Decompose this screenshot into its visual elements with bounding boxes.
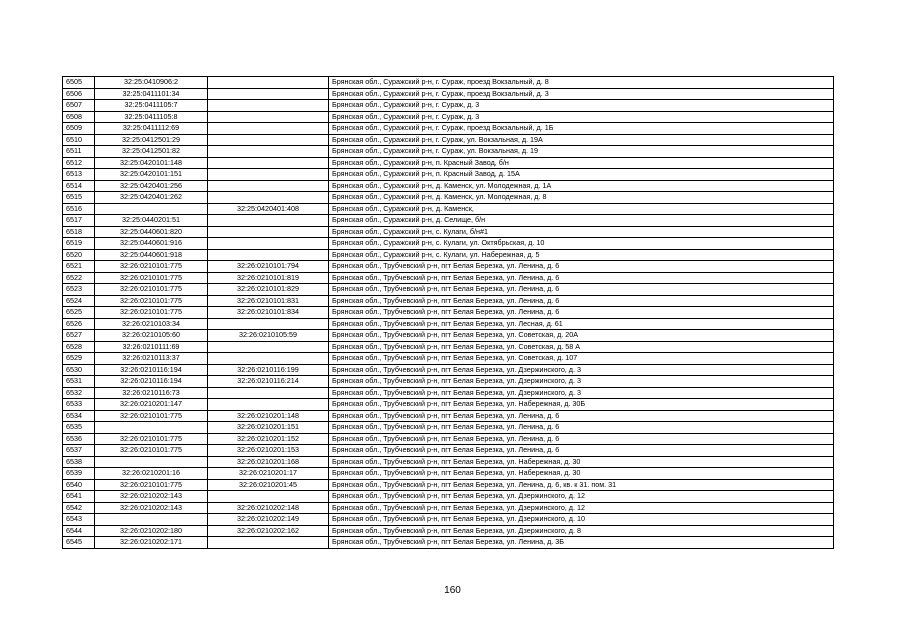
address-cell: Брянская обл., Трубчевский р-н, пгт Белая Березка, ул. Набережная, д. 30	[329, 468, 834, 480]
address-cell: Брянская обл., Трубчевский р-н, пгт Белая Березка, ул. Ленина, д. 6	[329, 433, 834, 445]
table-row	[63, 215, 834, 227]
cadastral-number-cell: 32:26:0210201:16	[95, 468, 208, 480]
cadastral-number-cell: 32:26:0210116:73	[95, 387, 208, 399]
table-row	[63, 272, 834, 284]
sub-cadastral-number-cell	[208, 238, 329, 250]
table-row	[63, 134, 834, 146]
row-number-cell: 6539	[63, 468, 95, 480]
cadastral-number-cell	[95, 203, 208, 215]
row-number-cell: 6527	[63, 330, 95, 342]
sub-cadastral-number-cell: 32:26:0210202:162	[208, 525, 329, 537]
row-number-cell: 6513	[63, 169, 95, 181]
address-cell: Брянская обл., Суражский р-н, г. Сураж, д. 3	[329, 100, 834, 112]
row-number-cell: 6524	[63, 295, 95, 307]
sub-cadastral-number-cell	[208, 123, 329, 135]
sub-cadastral-number-cell	[208, 88, 329, 100]
table-row	[63, 146, 834, 158]
table-row	[63, 364, 834, 376]
sub-cadastral-number-cell: 32:26:0210201:17	[208, 468, 329, 480]
sub-cadastral-number-cell: 32:26:0210116:214	[208, 376, 329, 388]
address-cell: Брянская обл., Трубчевский р-н, пгт Белая Березка, ул. Ленина, д. 6	[329, 307, 834, 319]
table-row	[63, 249, 834, 261]
address-cell: Брянская обл., Трубчевский р-н, пгт Белая Березка, ул. Дзержинского, д. 12	[329, 502, 834, 514]
table-row	[63, 169, 834, 181]
cadastral-number-cell: 32:25:0440201:51	[95, 215, 208, 227]
row-number-cell: 6529	[63, 353, 95, 365]
row-number-cell: 6519	[63, 238, 95, 250]
sub-cadastral-number-cell	[208, 146, 329, 158]
cadastral-number-cell: 32:25:0420401:256	[95, 180, 208, 192]
sub-cadastral-number-cell	[208, 399, 329, 411]
cadastral-number-cell: 32:25:0412501:82	[95, 146, 208, 158]
table-row	[63, 284, 834, 296]
cadastral-number-cell: 32:25:0410906:2	[95, 77, 208, 89]
cadastral-number-cell: 32:25:0420401:262	[95, 192, 208, 204]
address-cell: Брянская обл., Трубчевский р-н, пгт Белая Березка, ул. Ленина, д. 6	[329, 445, 834, 457]
cadastral-number-cell: 32:26:0210202:143	[95, 502, 208, 514]
address-cell: Брянская обл., Трубчевский р-н, пгт Белая Березка, ул. Советская, д. 20А	[329, 330, 834, 342]
address-cell: Брянская обл., Суражский р-н, д. Каменск, ул. Молодежная, д. 8	[329, 192, 834, 204]
row-number-cell: 6523	[63, 284, 95, 296]
address-cell: Брянская обл., Суражский р-н, д. Каменск, ул. Молодежная, д. 1А	[329, 180, 834, 192]
row-number-cell: 6540	[63, 479, 95, 491]
sub-cadastral-number-cell	[208, 537, 329, 549]
sub-cadastral-number-cell	[208, 157, 329, 169]
table-row	[63, 295, 834, 307]
address-cell: Брянская обл., Трубчевский р-н, пгт Белая Березка, ул. Ленина, д. 6	[329, 410, 834, 422]
table-row	[63, 157, 834, 169]
cadastral-number-cell: 32:26:0210116:194	[95, 376, 208, 388]
sub-cadastral-number-cell	[208, 134, 329, 146]
row-number-cell: 6522	[63, 272, 95, 284]
sub-cadastral-number-cell	[208, 387, 329, 399]
cadastral-number-cell: 32:26:0210101:775	[95, 295, 208, 307]
address-cell: Брянская обл., Трубчевский р-н, пгт Белая Березка, ул. Ленина, д. 6, кв. к 31. пом. 31	[329, 479, 834, 491]
table-row	[63, 111, 834, 123]
cadastral-number-cell: 32:26:0210101:775	[95, 284, 208, 296]
cadastral-number-cell: 32:26:0210105:60	[95, 330, 208, 342]
table-row	[63, 307, 834, 319]
sub-cadastral-number-cell: 32:26:0210201:152	[208, 433, 329, 445]
address-cell: Брянская обл., Суражский р-н, с. Кулаги, ул. Набережная, д. 5	[329, 249, 834, 261]
cadastral-number-cell: 32:25:0411112:69	[95, 123, 208, 135]
address-cell: Брянская обл., Трубчевский р-н, пгт Белая Березка, ул. Дзержинского, д. 3	[329, 387, 834, 399]
sub-cadastral-number-cell: 32:26:0210105:59	[208, 330, 329, 342]
row-number-cell: 6517	[63, 215, 95, 227]
address-cell: Брянская обл., Трубчевский р-н, пгт Белая Березка, ул. Дзержинского, д. 10	[329, 514, 834, 526]
table-row	[63, 100, 834, 112]
sub-cadastral-number-cell	[208, 215, 329, 227]
row-number-cell: 6541	[63, 491, 95, 503]
row-number-cell: 6530	[63, 364, 95, 376]
registry-table-body	[63, 77, 834, 549]
sub-cadastral-number-cell: 32:26:0210116:199	[208, 364, 329, 376]
cadastral-number-cell: 32:25:0411105:7	[95, 100, 208, 112]
cadastral-number-cell: 32:26:0210111:69	[95, 341, 208, 353]
table-row	[63, 445, 834, 457]
address-cell: Брянская обл., Суражский р-н, г. Сураж, ул. Вокзальная, д. 19А	[329, 134, 834, 146]
row-number-cell: 6542	[63, 502, 95, 514]
cadastral-number-cell: 32:26:0210202:180	[95, 525, 208, 537]
row-number-cell: 6521	[63, 261, 95, 273]
table-row	[63, 433, 834, 445]
table-row	[63, 502, 834, 514]
sub-cadastral-number-cell	[208, 169, 329, 181]
sub-cadastral-number-cell	[208, 353, 329, 365]
table-row	[63, 180, 834, 192]
address-cell: Брянская обл., Трубчевский р-н, пгт Белая Березка, ул. Дзержинского, д. 12	[329, 491, 834, 503]
table-row	[63, 330, 834, 342]
sub-cadastral-number-cell	[208, 111, 329, 123]
address-cell: Брянская обл., Суражский р-н, п. Красный Завод, д. 15А	[329, 169, 834, 181]
cadastral-number-cell: 32:25:0411105:8	[95, 111, 208, 123]
table-row	[63, 525, 834, 537]
row-number-cell: 6545	[63, 537, 95, 549]
row-number-cell: 6520	[63, 249, 95, 261]
cadastral-number-cell: 32:25:0440601:820	[95, 226, 208, 238]
address-cell: Брянская обл., Трубчевский р-н, пгт Белая Березка, ул. Ленина, д. 6	[329, 272, 834, 284]
row-number-cell: 6525	[63, 307, 95, 319]
cadastral-number-cell: 32:25:0412501:29	[95, 134, 208, 146]
address-cell: Брянская обл., Трубчевский р-н, пгт Белая Березка, ул. Советская, д. 58 А	[329, 341, 834, 353]
address-cell: Брянская обл., Суражский р-н, п. Красный Завод, б/н	[329, 157, 834, 169]
table-row	[63, 468, 834, 480]
address-cell: Брянская обл., Трубчевский р-н, пгт Белая Березка, ул. Ленина, д. 6	[329, 284, 834, 296]
row-number-cell: 6526	[63, 318, 95, 330]
cadastral-number-cell: 32:25:0440601:916	[95, 238, 208, 250]
table-row	[63, 456, 834, 468]
cadastral-number-cell	[95, 514, 208, 526]
cadastral-number-cell	[95, 422, 208, 434]
row-number-cell: 6536	[63, 433, 95, 445]
table-row	[63, 261, 834, 273]
row-number-cell: 6516	[63, 203, 95, 215]
row-number-cell: 6531	[63, 376, 95, 388]
address-cell: Брянская обл., Трубчевский р-н, пгт Белая Березка, ул. Дзержинского, д. 3	[329, 376, 834, 388]
cadastral-number-cell: 32:26:0210101:775	[95, 307, 208, 319]
sub-cadastral-number-cell: 32:26:0210101:831	[208, 295, 329, 307]
sub-cadastral-number-cell	[208, 249, 329, 261]
sub-cadastral-number-cell: 32:26:0210201:45	[208, 479, 329, 491]
row-number-cell: 6528	[63, 341, 95, 353]
sub-cadastral-number-cell: 32:26:0210101:794	[208, 261, 329, 273]
cadastral-number-cell: 32:26:0210116:194	[95, 364, 208, 376]
cadastral-number-cell: 32:26:0210201:147	[95, 399, 208, 411]
sub-cadastral-number-cell	[208, 100, 329, 112]
sub-cadastral-number-cell: 32:26:0210201:148	[208, 410, 329, 422]
row-number-cell: 6512	[63, 157, 95, 169]
cadastral-number-cell: 32:26:0210101:775	[95, 433, 208, 445]
cadastral-number-cell: 32:25:0420101:148	[95, 157, 208, 169]
row-number-cell: 6506	[63, 88, 95, 100]
table-row	[63, 491, 834, 503]
table-row	[63, 123, 834, 135]
table-row	[63, 88, 834, 100]
address-cell: Брянская обл., Трубчевский р-н, пгт Белая Березка, ул. Ленина, д. 6	[329, 295, 834, 307]
row-number-cell: 6507	[63, 100, 95, 112]
row-number-cell: 6509	[63, 123, 95, 135]
table-row	[63, 203, 834, 215]
table-row	[63, 422, 834, 434]
cadastral-number-cell: 32:25:0440601:918	[95, 249, 208, 261]
sub-cadastral-number-cell: 32:26:0210201:151	[208, 422, 329, 434]
row-number-cell: 6505	[63, 77, 95, 89]
row-number-cell: 6533	[63, 399, 95, 411]
address-cell: Брянская обл., Трубчевский р-н, пгт Белая Березка, ул. Дзержинского, д. 3	[329, 364, 834, 376]
row-number-cell: 6511	[63, 146, 95, 158]
sub-cadastral-number-cell: 32:26:0210201:153	[208, 445, 329, 457]
table-row	[63, 77, 834, 89]
row-number-cell: 6514	[63, 180, 95, 192]
cadastral-number-cell: 32:26:0210101:775	[95, 479, 208, 491]
table-row	[63, 479, 834, 491]
address-cell: Брянская обл., Трубчевский р-н, пгт Белая Березка, ул. Ленина, д. 3Б	[329, 537, 834, 549]
cadastral-number-cell: 32:25:0420101:151	[95, 169, 208, 181]
address-cell: Брянская обл., Суражский р-н, с. Кулаги, б/н#1	[329, 226, 834, 238]
table-row	[63, 537, 834, 549]
sub-cadastral-number-cell: 32:26:0210201:168	[208, 456, 329, 468]
cadastral-number-cell: 32:26:0210103:34	[95, 318, 208, 330]
address-cell: Брянская обл., Суражский р-н, г. Сураж, д. 3	[329, 111, 834, 123]
cadastral-number-cell: 32:26:0210202:143	[95, 491, 208, 503]
address-cell: Брянская обл., Суражский р-н, д. Каменск,	[329, 203, 834, 215]
address-cell: Брянская обл., Трубчевский р-н, пгт Белая Березка, ул. Дзержинского, д. 8	[329, 525, 834, 537]
address-cell: Брянская обл., Суражский р-н, д. Селище, б/н	[329, 215, 834, 227]
table-row	[63, 376, 834, 388]
cadastral-number-cell: 32:26:0210101:775	[95, 410, 208, 422]
table-row	[63, 341, 834, 353]
cadastral-number-cell: 32:26:0210113:37	[95, 353, 208, 365]
row-number-cell: 6518	[63, 226, 95, 238]
table-row	[63, 238, 834, 250]
address-cell: Брянская обл., Трубчевский р-н, пгт Белая Березка, ул. Лесная, д. 61	[329, 318, 834, 330]
address-cell: Брянская обл., Трубчевский р-н, пгт Белая Березка, ул. Набережная, д. 30Б	[329, 399, 834, 411]
row-number-cell: 6535	[63, 422, 95, 434]
address-cell: Брянская обл., Трубчевский р-н, пгт Белая Березка, ул. Ленина, д. 6	[329, 261, 834, 273]
cadastral-number-cell: 32:26:0210101:775	[95, 261, 208, 273]
table-row	[63, 192, 834, 204]
sub-cadastral-number-cell: 32:26:0210202:149	[208, 514, 329, 526]
page-number: 160	[444, 585, 461, 596]
row-number-cell: 6508	[63, 111, 95, 123]
sub-cadastral-number-cell: 32:26:0210101:829	[208, 284, 329, 296]
sub-cadastral-number-cell: 32:26:0210202:148	[208, 502, 329, 514]
row-number-cell: 6544	[63, 525, 95, 537]
table-row	[63, 226, 834, 238]
row-number-cell: 6543	[63, 514, 95, 526]
sub-cadastral-number-cell: 32:26:0210101:834	[208, 307, 329, 319]
sub-cadastral-number-cell	[208, 226, 329, 238]
sub-cadastral-number-cell	[208, 77, 329, 89]
table-row	[63, 387, 834, 399]
cadastral-number-cell	[95, 456, 208, 468]
row-number-cell: 6538	[63, 456, 95, 468]
cadastral-number-cell: 32:26:0210101:775	[95, 272, 208, 284]
table-row	[63, 353, 834, 365]
address-cell: Брянская обл., Трубчевский р-н, пгт Белая Березка, ул. Ленина, д. 6	[329, 422, 834, 434]
row-number-cell: 6515	[63, 192, 95, 204]
address-cell: Брянская обл., Суражский р-н, г. Сураж, ул. Вокзальная, д. 19	[329, 146, 834, 158]
row-number-cell: 6537	[63, 445, 95, 457]
sub-cadastral-number-cell	[208, 491, 329, 503]
address-cell: Брянская обл., Суражский р-н, с. Кулаги, ул. Октябрьская, д. 10	[329, 238, 834, 250]
sub-cadastral-number-cell: 32:25:0420401:408	[208, 203, 329, 215]
table-row	[63, 514, 834, 526]
table-row	[63, 318, 834, 330]
cadastral-number-cell: 32:26:0210202:171	[95, 537, 208, 549]
sub-cadastral-number-cell	[208, 341, 329, 353]
registry-table	[62, 76, 834, 549]
sub-cadastral-number-cell	[208, 318, 329, 330]
address-cell: Брянская обл., Суражский р-н, г. Сураж, проезд Вокзальный, д. 8	[329, 77, 834, 89]
sub-cadastral-number-cell	[208, 192, 329, 204]
table-row	[63, 399, 834, 411]
cadastral-number-cell: 32:26:0210101:775	[95, 445, 208, 457]
cadastral-number-cell: 32:25:0411101:34	[95, 88, 208, 100]
table-row	[63, 410, 834, 422]
address-cell: Брянская обл., Суражский р-н, г. Сураж, проезд Вокзальный, д. 1Б	[329, 123, 834, 135]
sub-cadastral-number-cell: 32:26:0210101:819	[208, 272, 329, 284]
sub-cadastral-number-cell	[208, 180, 329, 192]
address-cell: Брянская обл., Трубчевский р-н, пгт Белая Березка, ул. Набережная, д. 30	[329, 456, 834, 468]
address-cell: Брянская обл., Трубчевский р-н, пгт Белая Березка, ул. Советская, д. 107	[329, 353, 834, 365]
row-number-cell: 6534	[63, 410, 95, 422]
row-number-cell: 6532	[63, 387, 95, 399]
row-number-cell: 6510	[63, 134, 95, 146]
address-cell: Брянская обл., Суражский р-н, г. Сураж, проезд Вокзальный, д. 3	[329, 88, 834, 100]
